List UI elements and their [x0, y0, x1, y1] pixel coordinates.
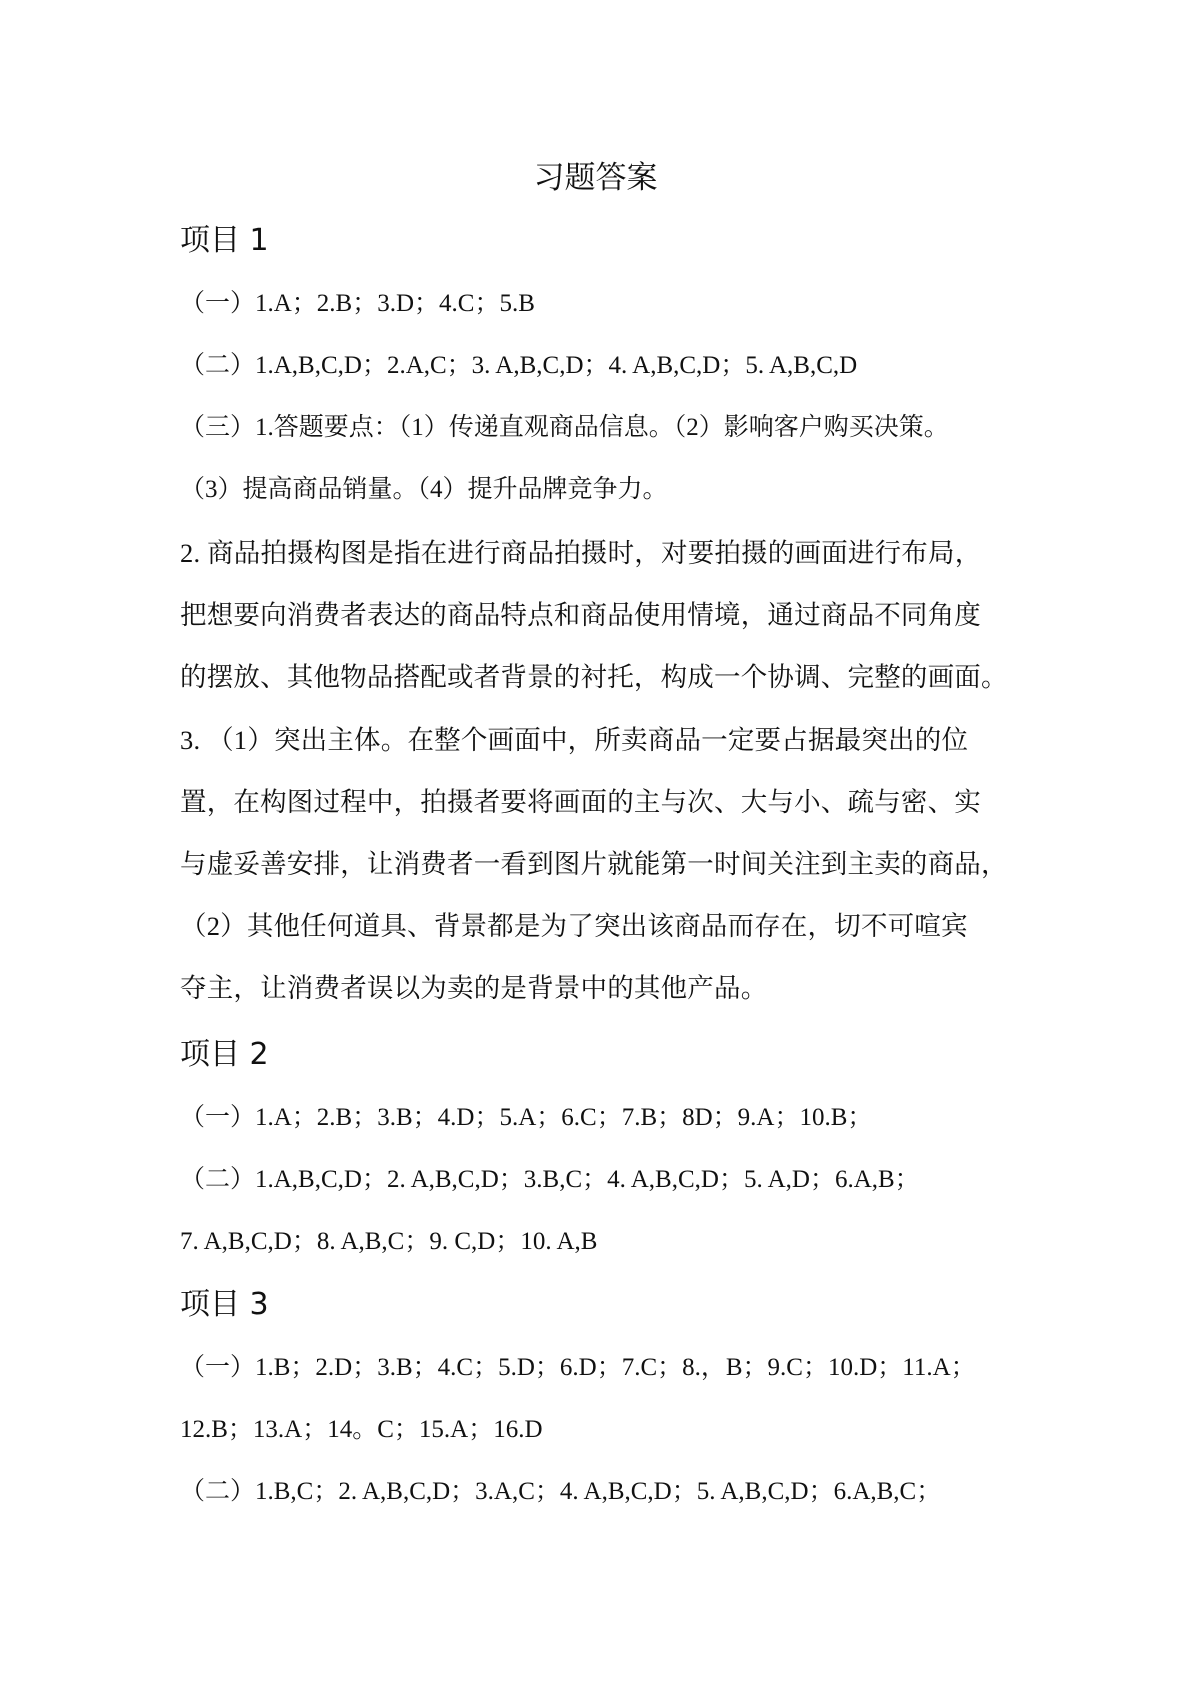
project-1-answer-line: 与虚妥善安排，让消费者一看到图片就能第一时间关注到主卖的商品，: [180, 849, 1008, 879]
project-1-answer-line: 夺主，让消费者误以为卖的是背景中的其他产品。: [180, 973, 768, 1003]
project-1-answer-line: （2）其他任何道具、背景都是为了突出该商品而存在，切不可喧宾: [180, 911, 968, 941]
project-2-answer-line: （二）1.A,B,C,D；2. A,B,C,D；3.B,C；4. A,B,C,D；5. A,D；6.A,B；: [180, 1166, 920, 1193]
project-2-heading: 项目 2: [180, 1037, 269, 1072]
project-1-answer-line: 置，在构图过程中，拍摄者要将画面的主与次、大与小、疏与密、实: [180, 787, 981, 817]
project-3-heading: 项目 3: [180, 1287, 269, 1322]
project-2-answer-line: 7. A,B,C,D；8. A,B,C；9. C,D；10. A,B: [180, 1228, 598, 1255]
project-3-answer-line: 12.B；13.A；14。C；15.A；16.D: [180, 1416, 543, 1443]
project-1-answer-line: 的摆放、其他物品搭配或者背景的衬托，构成一个协调、完整的画面。: [180, 662, 1008, 692]
project-3-answer-line: （一）1.B；2.D；3.B；4.C；5.D；6.D；7.C；8.，B；9.C；10.D；11.A；: [180, 1354, 976, 1381]
project-1-answer-line: 3. （1）突出主体。在整个画面中，所卖商品一定要占据最突出的位: [180, 725, 969, 755]
project-1-heading: 项目 1: [180, 223, 269, 258]
page-title: 习题答案: [533, 160, 658, 196]
project-1-answer-line: （三）1.答题要点：（1）传递直观商品信息。（2）影响客户购买决策。: [180, 414, 949, 441]
project-2-answer-line: （一）1.A；2.B；3.B；4.D；5.A；6.C；7.B；8D；9.A；10.B；: [180, 1104, 873, 1131]
project-1-answer-line: （二）1.A,B,C,D；2.A,C；3. A,B,C,D；4. A,B,C,D；5. A,B,C,D: [180, 352, 858, 379]
project-3-answer-line: （二）1.B,C；2. A,B,C,D；3.A,C；4. A,B,C,D；5. A,B,C,D；6.A,B,C；: [180, 1478, 942, 1505]
project-1-answer-line: （3）提高商品销量。（4）提升品牌竞争力。: [180, 476, 668, 503]
project-1-answer-line: 把想要向消费者表达的商品特点和商品使用情境，通过商品不同角度: [180, 600, 981, 630]
project-1-answer-line: 2. 商品拍摄构图是指在进行商品拍摄时，对要拍摄的画面进行布局，: [180, 538, 982, 568]
project-1-answer-line: （一）1.A；2.B；3.D；4.C；5.B: [180, 290, 535, 317]
